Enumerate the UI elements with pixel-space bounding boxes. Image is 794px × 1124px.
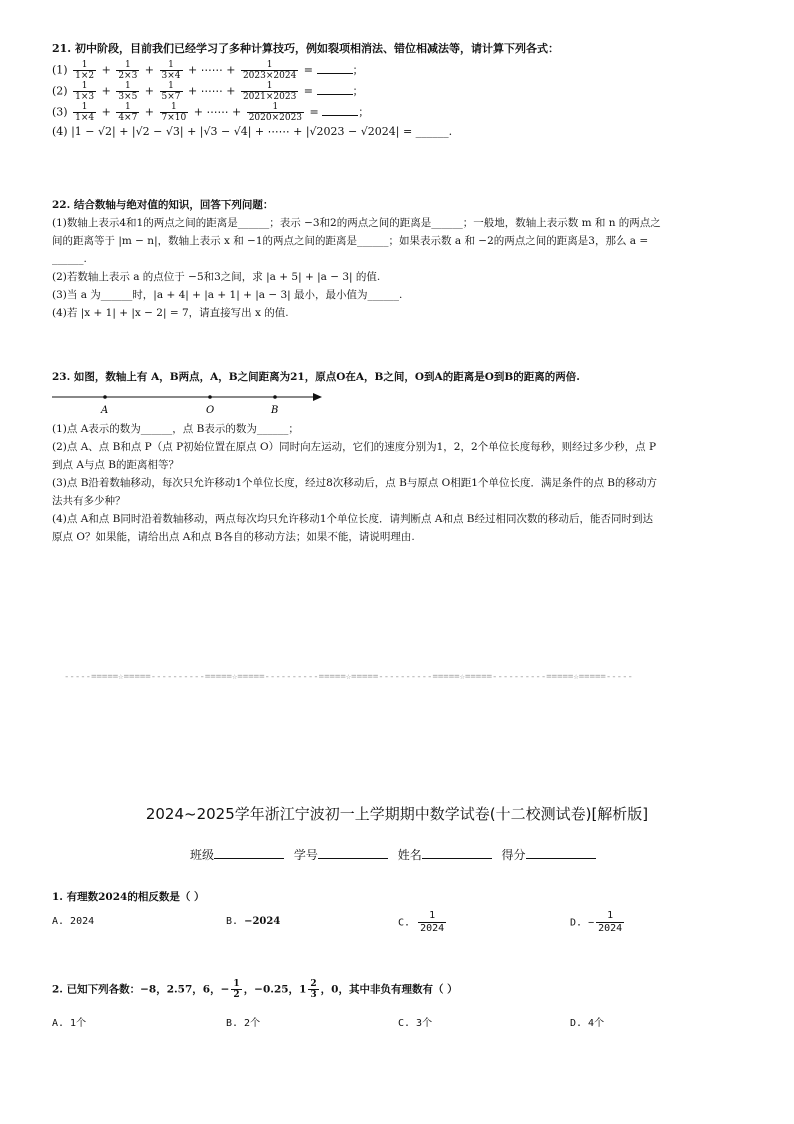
question-22-part-2: (2)若数轴上表示 a 的点位于 −5和3之间，求 |a + 5| + |a − 3| 的值. <box>52 271 381 283</box>
question-21-part-2: (2) $\frac{1}{1\times 3}$ + $\frac{1}{3\times 5}$ + $\frac{1}{5\times 7}$ + ⋯⋯ + $\frac{1}{2021\times 2023}$ = ； <box>52 81 364 102</box>
question-21-part-1: (1) $\frac{1}{1\times 2}$ + $\frac{1}{2\times 3}$ + $\frac{1}{3\times 4}$ + ⋯⋯ + $\frac{1}{2023\times 2024}$ = ； <box>52 60 364 81</box>
number-label: 学号 <box>293 848 318 862</box>
point-o-dot <box>208 395 212 399</box>
question-22-part-1c: ______. <box>52 253 87 265</box>
question-23-part-3a: (3)点 B沿着数轴移动，每次只允许移动1个单位长度，经过8次移动后，点 B与原点 O相距1个单位长度．满足条件的点 B的移动方 <box>52 477 658 489</box>
question-22-part-1b: 间的距离等于 |m − n|，数轴上表示 x 和 −1的两点之间的距离是______；如果表示数 a 和 −2的两点之间的距离是3，那么 a = <box>52 235 649 247</box>
question-23-part-3b: 法共有多少种？ <box>52 495 126 507</box>
question-21-part-4: (4) |1 − √2| + |√2 − √3| + |√3 − √4| + ⋯⋯ + |√2023 − √2024| = ______. <box>52 125 453 138</box>
question-22 <box>52 196 742 322</box>
question-21 <box>52 40 742 141</box>
question-22-part-4: (4)若 |x + 1| + |x − 2| = 7，请直接写出 x 的值. <box>52 307 289 319</box>
section-separator: -----=====☆=====----------=====☆=====----------=====☆=====----------=====☆=====----------=====☆=====----- <box>64 672 633 682</box>
point-a-label: A <box>101 405 109 416</box>
mc2-option-b[interactable]: B. 2个 <box>226 1018 261 1029</box>
question-23-part-4a: (4)点 A和点 B同时沿着数轴移动，两点每次均只允许移动1个单位长度．请判断点 A和点 B经过相同次数的移动后，能否同时到达 <box>52 513 653 525</box>
point-a-dot <box>103 395 107 399</box>
number-line-arrow <box>313 393 322 401</box>
question-22-part-1a: (1)数轴上表示4和1的两点之间的距离是______；表示 −3和2的两点之间的距离是______；一般地，数轴上表示数 m 和 n 的两点之 <box>52 217 661 229</box>
question-23-part-1: (1)点 A表示的数为______，点 B表示的数为______； <box>52 423 299 435</box>
mc1-option-d[interactable]: D. − $\frac{1}{2024}$ <box>570 910 623 934</box>
mc-question-2-stem: 2. 已知下列各数：−8，2.57，6，− $\frac{1}{2}$ ，−0.25，1 $\frac{2}{3}$ ，0，其中非负有理数有（ ） <box>52 979 458 1000</box>
question-23-stem: 23. 如图，数轴上有 A，B两点，A，B之间距离为21，原点O在A，B之间，O到A的距离是O到B的距离的两倍. <box>52 371 580 383</box>
class-field[interactable] <box>214 846 284 859</box>
question-23-part-2a: (2)点 A、点 B和点 P（点 P初始位置在原点 O）同时向左运动，它们的速度分别为1，2，2个单位长度每秒，则经过多少秒，点 P <box>52 441 657 453</box>
score-label: 得分 <box>501 848 526 862</box>
number-field[interactable] <box>318 846 388 859</box>
mc1-option-b[interactable]: B. −2024 <box>226 916 281 927</box>
point-b-label: B <box>271 405 279 416</box>
point-b-dot <box>273 395 277 399</box>
exam-title: 2024~2025学年浙江宁波初一上学期期中数学试卷(十二校测试卷)[解析版] <box>145 805 649 823</box>
question-23-part-2b: 到点 A与点 B的距离相等？ <box>52 459 179 471</box>
question-21-part-3: (3) $\frac{1}{1\times 4}$ + $\frac{1}{4\times 7}$ + $\frac{1}{7\times 10}$ + ⋯⋯ + $\frac{1}{2020\times 2023}$ = ； <box>52 102 370 123</box>
student-info-row <box>190 846 602 863</box>
question-22-part-3: (3)当 a 为______时，|a + 4| + |a + 1| + |a − 3| 最小，最小值为______. <box>52 289 403 301</box>
score-field[interactable] <box>526 846 596 859</box>
mc2-option-c[interactable]: C. 3个 <box>398 1018 433 1029</box>
mc-question-1-stem: 1. 有理数2024的相反数是（ ） <box>52 891 205 903</box>
question-23 <box>52 368 742 386</box>
question-23-part-4b: 原点 O？如果能，请给出点 A和点 B各自的移动方法；如果不能，请说明理由. <box>52 531 415 543</box>
mc2-option-d[interactable]: D. 4个 <box>570 1018 605 1029</box>
number-line-figure <box>52 388 332 418</box>
question-23-parts <box>52 420 742 546</box>
question-22-stem: 22. 结合数轴与绝对值的知识，回答下列问题： <box>52 199 274 211</box>
question-21-stem: 21. 初中阶段，目前我们已经学习了多种计算技巧，例如裂项相消法、错位相减法等，请计算下列各式： <box>52 42 559 55</box>
mc1-option-c[interactable]: C. $\frac{1}{2024}$ <box>398 910 445 934</box>
name-field[interactable] <box>422 846 492 859</box>
mc2-option-a[interactable]: A. 1个 <box>52 1018 87 1029</box>
name-label: 姓名 <box>397 848 422 862</box>
class-label: 班级 <box>190 848 215 862</box>
mc1-option-a[interactable]: A. 2024 <box>52 916 95 927</box>
point-o-label: O <box>206 405 215 416</box>
